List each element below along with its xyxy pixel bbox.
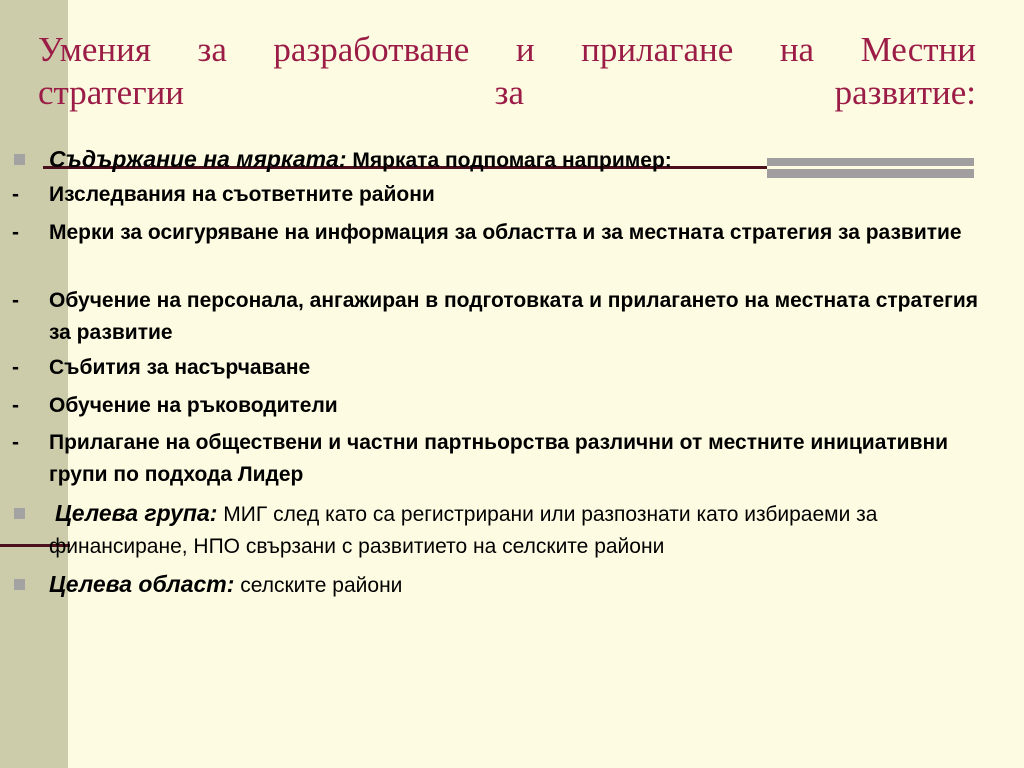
- dash-bullet: -: [12, 394, 19, 417]
- target-area-label: Целева област:: [49, 571, 235, 597]
- dash-bullet: -: [12, 221, 19, 244]
- dash-bullet: -: [12, 289, 19, 312]
- dash-item-text: Прилагане на обществени и частни партньорства различни от местните инициативни групи по подхода Лидер: [49, 431, 949, 486]
- square-bullet-icon: [14, 579, 25, 590]
- title-line-1: Умения за разработване и прилагане на Местни: [38, 30, 976, 69]
- dash-item-text: Събития за насърчаване: [49, 356, 311, 379]
- dash-item-text: Обучение на ръководители: [49, 394, 338, 417]
- dash-bullet: -: [12, 356, 19, 379]
- target-area-text: селските райони: [240, 574, 403, 597]
- dash-item-text: Обучение на персонала, ангажиран в подготовката и прилагането на местната стратегия за развитие: [49, 289, 979, 344]
- dash-bullet: -: [12, 431, 19, 454]
- measure-text: Мярката подпомага например:: [352, 149, 672, 172]
- measure-label: Съдържание на мярката:: [49, 146, 347, 172]
- square-bullet-icon: [14, 154, 25, 165]
- square-bullet-icon: [14, 508, 25, 519]
- dash-item-text: Мерки за осигуряване на информация за областта и за местната стратегия за развитие: [49, 221, 962, 244]
- target-group-label: Целева група:: [55, 500, 218, 526]
- title-line-2: стратегии за развитие:: [38, 73, 976, 112]
- dash-bullet: -: [12, 183, 19, 206]
- dash-item-text: Изследвания на съответните райони: [49, 183, 435, 206]
- target-group-text: МИГ след като са регистрирани или разпознати като избираеми за финансиране, НПО свързани с развитието на селските райони: [49, 503, 878, 558]
